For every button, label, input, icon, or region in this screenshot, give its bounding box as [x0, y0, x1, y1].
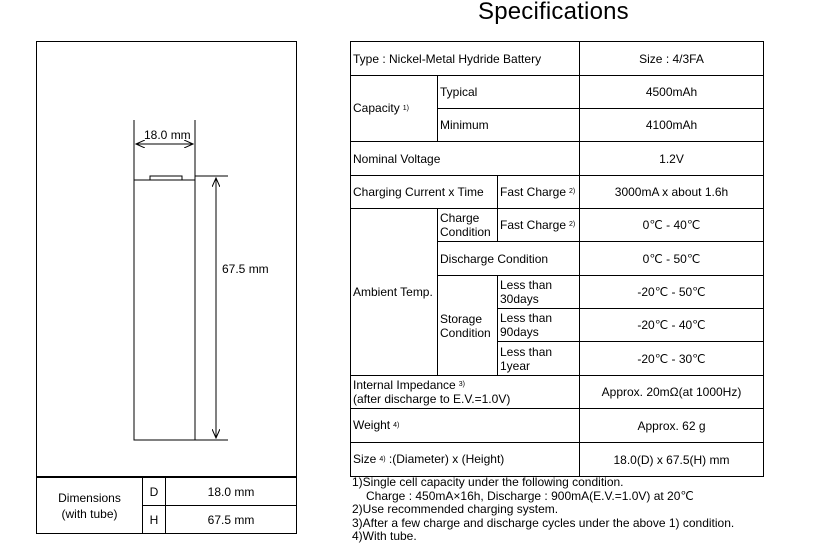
capacity-label: Capacity 1): [351, 76, 438, 142]
dimensions-label: Dimensions (with tube): [37, 478, 143, 534]
storage-condition-label: Storage Condition: [438, 276, 498, 376]
dimensions-table: [36, 477, 297, 534]
weight-value: Approx. 62 g: [580, 409, 764, 443]
storage-temp-3: -20℃ - 30℃: [580, 342, 764, 376]
size-cell: Size : 4/3FA: [580, 42, 764, 76]
storage-period-3: Less than 1year: [498, 342, 580, 376]
footnote-3: 3)After a few charge and discharge cycles under the above 1) condition.: [352, 515, 735, 530]
discharge-temp-value: 0℃ - 50℃: [580, 242, 764, 276]
height-label: 67.5 mm: [222, 262, 269, 276]
spec-table: [350, 41, 764, 477]
charge-condition-label: Charge Condition: [438, 209, 498, 242]
weight-label: Weight 4): [351, 409, 580, 443]
diameter-label: 18.0 mm: [144, 128, 191, 142]
charge-temp-value: 0℃ - 40℃: [580, 209, 764, 242]
typical-value: 4500mAh: [580, 76, 764, 109]
footnote-4: 4)With tube.: [352, 529, 417, 543]
charging-label: Charging Current x Time: [351, 176, 498, 209]
dim-key-d: D: [143, 478, 166, 506]
typical-label: Typical: [438, 76, 580, 109]
storage-temp-2: -20℃ - 40℃: [580, 309, 764, 342]
dim-key-h: H: [143, 506, 166, 534]
footnotes: [352, 476, 734, 544]
impedance-label: Internal Impedance 3) (after discharge to E.V.=1.0V): [351, 376, 580, 409]
type-cell: Type : Nickel-Metal Hydride Battery: [351, 42, 580, 76]
footnote-1: 1)Single cell capacity under the following condition.: [352, 475, 624, 489]
storage-period-2: Less than 90days: [498, 309, 580, 342]
size-row-label: Size 4) :(Diameter) x (Height): [351, 443, 580, 477]
footnote-2: 2)Use recommended charging system.: [352, 502, 559, 516]
impedance-value: Approx. 20mΩ(at 1000Hz): [580, 376, 764, 409]
storage-period-1: Less than 30days: [498, 276, 580, 309]
footnote-1-detail: Charge : 450mA×16h, Discharge : 900mA(E.V.=1.0V) at 20℃: [366, 488, 694, 503]
minimum-label: Minimum: [438, 109, 580, 142]
page-title: Specifications: [478, 0, 629, 25]
battery-terminal: [150, 176, 182, 180]
battery-body: [134, 180, 195, 440]
nominal-voltage-label: Nominal Voltage: [351, 142, 580, 176]
fast-charge-label: Fast Charge 2): [498, 176, 580, 209]
minimum-value: 4100mAh: [580, 109, 764, 142]
storage-temp-1: -20℃ - 50℃: [580, 276, 764, 309]
dim-value-d: 18.0 mm: [166, 478, 297, 506]
battery-drawing: [36, 41, 298, 478]
dim-value-h: 67.5 mm: [166, 506, 297, 534]
ambient-temp-label: Ambient Temp.: [351, 209, 438, 376]
nominal-voltage-value: 1.2V: [580, 142, 764, 176]
size-row-value: 18.0(D) x 67.5(H) mm: [580, 443, 764, 477]
discharge-condition-label: Discharge Condition: [438, 242, 580, 276]
charging-value: 3000mA x about 1.6h: [580, 176, 764, 209]
charge-fast-label: Fast Charge 2): [498, 209, 580, 242]
